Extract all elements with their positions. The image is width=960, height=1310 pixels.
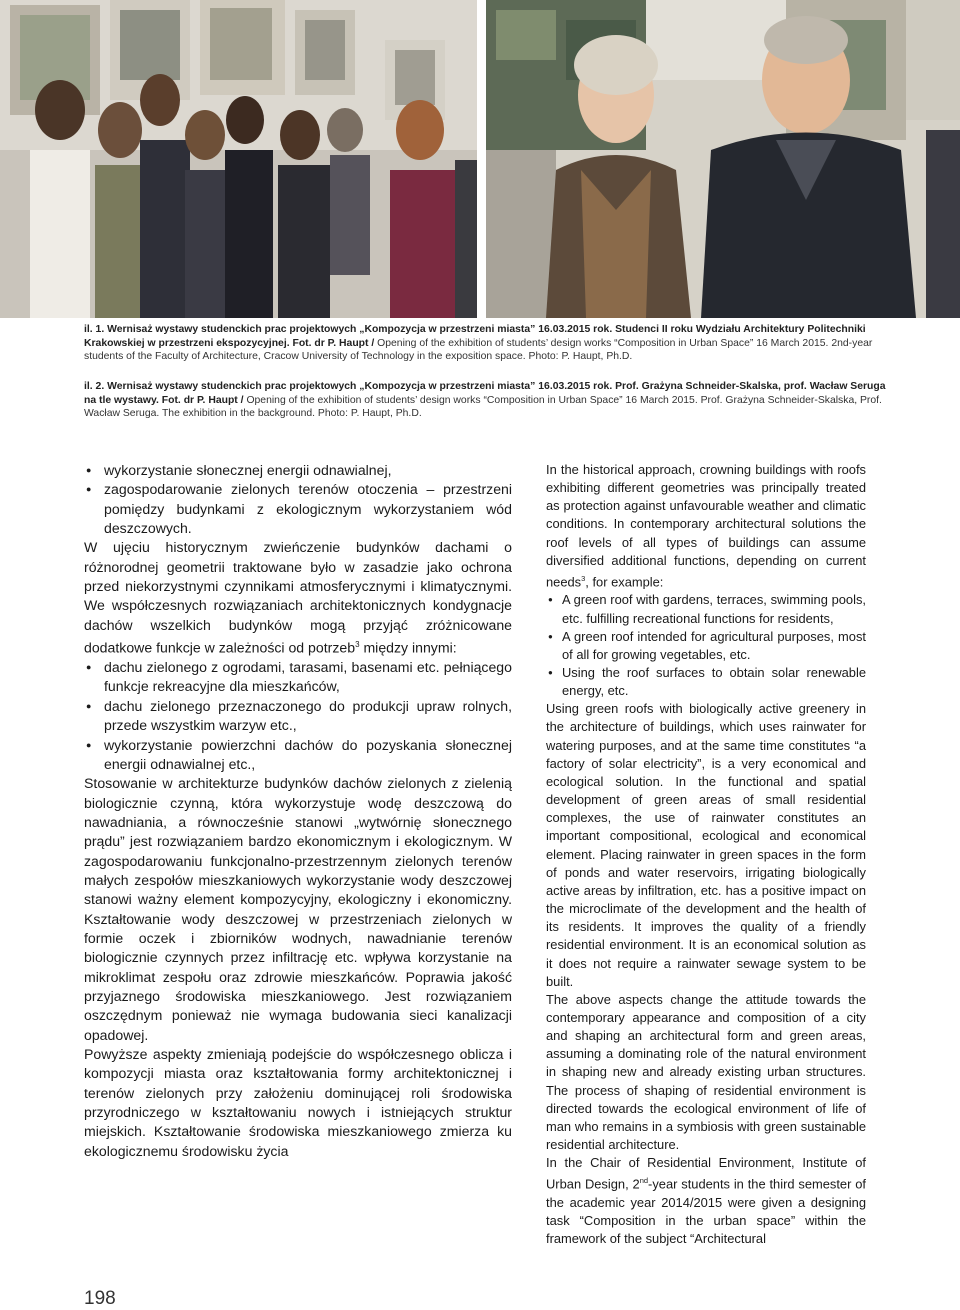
list-item: ● dachu zielonego przeznaczonego do produkcji upraw rolnych, przede wszystkim warzyw etc., — [84, 697, 512, 736]
paragraph — [84, 538, 512, 658]
caption-1-english: Opening of the exhibition of students’ design works “Composition in Urban Space” 16 March 2015. 2nd-year students of the Faculty of Architecture, Cracow University of Technology in the exposition space. Photo: P. Haupt, Ph.D. — [84, 337, 873, 362]
list-item: ● zagospodarowanie zielonych terenów otoczenia – przestrzeni pomiędzy budynkami z ekologicznym wykorzystaniem wód deszczowych. — [84, 480, 512, 538]
polish-text-column — [84, 461, 512, 1161]
footnote-ref: 3 — [581, 573, 586, 583]
paragraph: Powyższe aspekty zmieniają podejście do współczesnego oblicza i kompozycji miasta oraz kształtowania formy architektonicznej i terenów zielonych przy założeniu dominującej roli środowiska przyrodniczego w kształtowaniu nowych i istniejących struktur miejskich. Kształtowanie środowiska mieszkaniowego zmierza ku ekologicznemu środowisku życia — [84, 1046, 512, 1159]
photo-professors-exhibition-image — [486, 0, 960, 318]
paragraph-text: In the Chair of Residential Environment, Institute of Urban Design, 2 — [546, 1155, 866, 1192]
footnote-ref: 3 — [355, 640, 360, 650]
english-text-column — [546, 461, 866, 1248]
ordinal-suffix: nd — [639, 1176, 649, 1186]
photo-professors-exhibition — [486, 0, 960, 318]
list-item: ● wykorzystanie powierzchni dachów do pozyskania słonecznej energii odnawialnej etc., — [84, 736, 512, 775]
figure-caption-1 — [84, 323, 896, 364]
paragraph-text: -year students in the third semester of the academic year 2014/2015 were given a designing task “Composition in the urban space” within the framework of the subject “Architectural — [546, 1176, 866, 1247]
paragraph: Stosowanie w architekturze budynków dachów zielonych z zielenią biologicznie czynną, która wykorzystuje wodę deszczową do nawadniania, a równocześnie stanowi „wytwórnię słonecznego prądu” jest rozwiązaniem bardzo ekonomicznym i ekologicznym. W zagospodarowaniu funkcjonalno-przestrzennym zielonych terenów małych zespołów mieszkaniowych wykorzystanie wody deszczowej stanowi ważny element kompozycyjny, ekologiczny i ekonomiczny. Kształtowanie wody deszczowej w przestrzeniach zielonych w formie oczek i zbiorników wodnych, nawadnianie terenów biologicznie czynnych przez infiltrację etc. wpływa korzystanie na mikroklimat zespołu oraz zdrowie mieszkańców. Poprawia jakość przyjaznego środowiska mieszkaniowego. Jest rozwiązaniem oszczędnym ponieważ nie wymaga budowania sieci kanalizacji opadowej. — [84, 775, 512, 1043]
paragraph: The above aspects change the attitude towards the contemporary appearance and composition of a city and shaping an architectural form and green areas, assuming a dominating role of the natural environment in shaping new and already existing urban structures. The process of shaping of residential environment is directed towards the ecological environment of life of man who remains in a symbiosis with green sustainable residential architecture. — [546, 991, 866, 1153]
paragraph: Using green roofs with biologically active greenery in the architecture of buildings, which uses rainwater for watering purposes, and at the same time constitutes “a factory of solar electricity”, is a very economical and ecological solution. In the functional and spatial development of green areas of small residential complexes, the use of rainwater constitutes an important compositional, ecological and economical element. Placing rainwater in green spaces in the form of ponds and water reservoirs, irrigating biologically active areas by infiltration, etc. has a positive impact on the microclimate of the development and the health of its residents. It improves the quality of a friendly residential environment. It is an economical solution as it does not require a rainwater sewage system to be built. — [546, 701, 866, 989]
paragraph — [546, 1154, 866, 1248]
list-item: ● dachu zielonego z ogrodami, tarasami, basenami etc. pełniącego funkcje rekreacyjne dla mieszkańców, — [84, 658, 512, 697]
paragraph-text: między innymi: — [359, 639, 457, 656]
list-item: ● A green roof intended for agricultural purposes, most of all for growing vegetables, etc. — [546, 628, 866, 664]
list-item: ● wykorzystanie słonecznej energii odnawialnej, — [84, 461, 512, 480]
list-item: ● A green roof with gardens, terraces, swimming pools, etc. fulfilling recreational functions for residents, — [546, 591, 866, 627]
figure-caption-2 — [84, 380, 896, 421]
caption-1-polish: il. 1. Wernisaż wystawy studenckich prac projektowych „Kompozycja w przestrzeni miasta” 16.03.2015 rok. Studenci II roku Wydziału Architektury Politechniki Krakowskiej w przestrzeni ekspozycyjnej. Fot. dr P. Haupt / — [84, 324, 866, 349]
photo-students-exhibition-image — [0, 0, 477, 318]
caption-2-english: Opening of the exhibition of students’ design works “Composition in Urban Space” 16 March 2015. Prof. Grażyna Schneider-Skalska, Prof. Wacław Seruga. The exhibition in the background. Photo: P. Haupt, Ph.D. — [84, 394, 882, 419]
page-number: 198 — [84, 1288, 116, 1309]
list-item: ● Using the roof surfaces to obtain solar renewable energy, etc. — [546, 664, 866, 700]
paragraph-text: In the historical approach, crowning buildings with roofs exhibiting different geometries was principally treated as protection against unfavourable weather and climatic conditions. In contemporary architectural solutions the roof levels of all types of buildings can assume diversified additional functions, depending on current needs — [546, 462, 866, 590]
paragraph-text: W ujęciu historycznym zwieńczenie budynków dachami o różnorodnej geometrii traktowane było w zasadzie jako ochrona przed niekorzystnymi czynnikami atmosferycznymi i klimatycznymi. We współczesnych rozwiązaniach architektonicznych kondygnacje dachów wszelkich budynków mogą przyjąć zróżnicowane dodatkowe funkcje w zależności od potrzeb — [84, 539, 512, 656]
paragraph — [546, 461, 866, 591]
paragraph-text: , for example: — [585, 574, 664, 590]
photo-students-exhibition — [0, 0, 477, 318]
caption-2-polish: il. 2. Wernisaż wystawy studenckich prac projektowych „Kompozycja w przestrzeni miasta” 16.03.2015 rok. Prof. Grażyna Schneider-Skalska, prof. Wacław Seruga na tle wystawy. Fot. dr P. Haupt / — [84, 381, 886, 406]
